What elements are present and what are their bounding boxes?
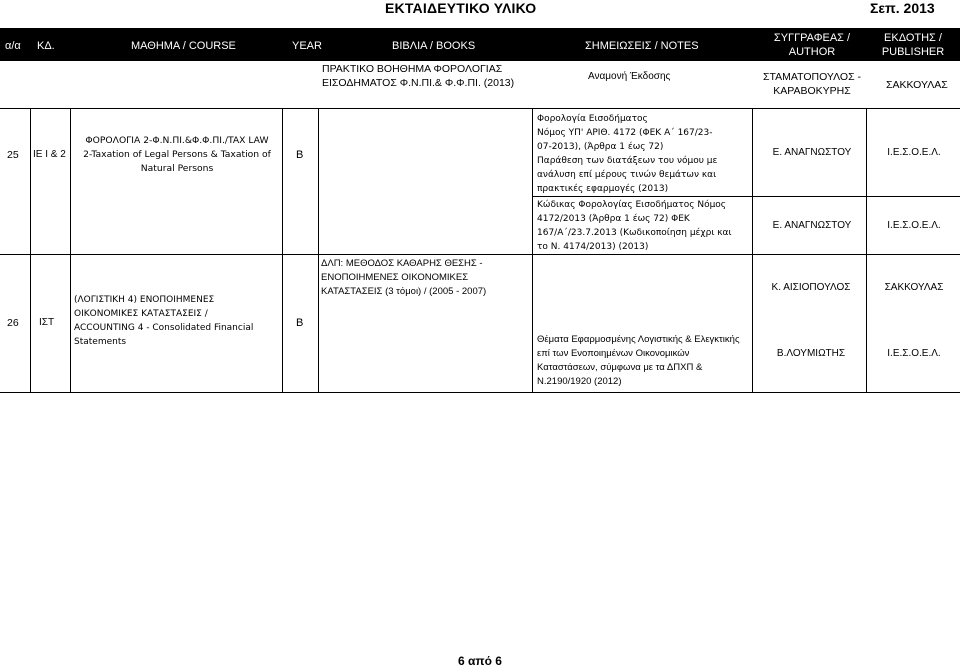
row25-publisher2: Ι.Ε.Σ.Ο.Ε.Λ. [887,220,941,231]
header-col-books: ΒΙΒΛΙΑ / BOOKS [392,40,476,52]
col-divider [866,108,867,392]
row26-no: 26 [7,317,19,329]
header-col-author: ΣΥΓΓΡΑΦΕΑΣ / AUTHOR [773,32,851,58]
row26-year: B [296,317,304,329]
row25-notes1: Φορολογία Εισοδήματος Νόμος ΥΠ' ΑΡΙΘ. 4172 (ΦΕΚ Α΄ 167/23- 07-2013), (Άρθρα 1 έως 72) Παράθεση των διατάξεων του νόμου με ανάλυση επί μέρους τινών θεμάτων και πρακτικές εφαρμογές (2013) [537,114,718,194]
header-col-no: α/α [5,40,21,52]
row25-notes2: Κώδικας Φορολογίας Εισοδήματος Νόμος 4172/2013 (Άρθρα 1 έως 72) ΦΕΚ 167/Α΄/23.7.2013 (Κωδικοποίηση μέχρι και το Ν. 4174/2013) (2013) [537,200,732,252]
row-divider [0,254,960,255]
row26-course: (ΛΟΓΙΣΤΙΚΗ 4) ΕΝΟΠΟΙΗΜΕΝΕΣ ΟΙΚΟΝΟΜΙΚΕΣ ΚΑΤΑΣΤΑΣΕΙΣ / ACCOUNTING 4 - Consolidated Financial Statements [74,295,254,347]
col-divider [752,108,753,392]
row26-book: ΔΛΠ: ΜΕΘΟΔΟΣ ΚΑΘΑΡΗΣ ΘΕΣΗΣ - ΕΝΟΠΟΙΗΜΕΝΕΣ ΟΙΚΟΝΟΜΙΚΕΣ ΚΑΤΑΣΤΑΣΕΙΣ (3 τόμοι) / (2005 - 2007) [321,258,487,297]
header-col-kd: ΚΔ. [37,40,55,52]
header-col-notes: ΣΗΜΕΙΩΣΕΙΣ / NOTES [585,40,699,52]
row26-author2: Β.ΛΟΥΜΙΩΤΗΣ [776,348,846,359]
row-divider [0,392,960,393]
col-divider [282,108,283,392]
row25-kd: ΙΕ Ι & 2 [33,149,66,160]
row-divider [532,196,960,197]
header-col-year: YEAR [292,40,322,52]
top-row-note: Αναμονή Έκδοσης [588,71,671,82]
row26-notes2: Θέματα Εφαρμοσμένης Λογιστικής & Ελεγκτικής επί των Ενοποιημένων Οικονομικών Καταστάσεων, σύμφωνα με τα ΔΠΧΠ & Ν.2190/1920 (2012) [537,334,740,387]
row-divider [0,108,960,109]
col-divider [70,108,71,392]
row25-year: B [296,149,304,161]
row25-author2: Ε. ΑΝΑΓΝΩΣΤΟΥ [772,220,852,231]
page-title: ΕΚΤΑΙΔΕΥΤΙΚΟ ΥΛΙΚΟ [385,0,537,16]
top-row-book: ΠΡΑΚΤΙΚΟ ΒΟΗΘΗΜΑ ΦΟΡΟΛΟΓΙΑΣ ΕΙΣΟΔΗΜΑΤΟΣ Φ.Ν.ΠΙ.& Φ.Φ.ΠΙ. (2013) [322,63,515,89]
header-col-publisher: ΕΚΔΟΤΗΣ / PUBLISHER [881,32,945,58]
row26-kd: ΙΣΤ [39,317,55,328]
col-divider [532,108,533,392]
top-row-author: ΣΤΑΜΑΤΟΠΟΥΛΟΣ - ΚΑΡΑΒΟΚΥΡΗΣ [763,71,861,97]
header-col-course: ΜΑΘΗΜΑ / COURSE [131,40,236,52]
col-divider [30,108,31,392]
row25-course: ΦΟΡΟΛΟΓΙΑ 2-Φ.Ν.ΠΙ.&Φ.Φ.ΠΙ./TAX LAW 2-Taxation of Legal Persons & Taxation of Natural Persons [83,135,271,174]
row25-no: 25 [7,149,19,161]
row26-publisher2: Ι.Ε.Σ.Ο.Ε.Λ. [887,348,941,359]
row25-author1: Ε. ΑΝΑΓΝΩΣΤΟΥ [772,147,852,158]
page-footer: 6 από 6 [458,654,502,668]
row26-author1: Κ. ΑΙΣΙΟΠΟΥΛΟΣ [771,282,851,293]
row25-publisher1: Ι.Ε.Σ.Ο.Ε.Λ. [887,147,941,158]
page-date: Σεπ. 2013 [870,0,935,16]
row26-publisher1: ΣΑΚΚΟΥΛΑΣ [884,282,944,293]
col-divider [318,108,319,392]
top-row-publisher: ΣΑΚΚΟΥΛΑΣ [886,79,948,91]
